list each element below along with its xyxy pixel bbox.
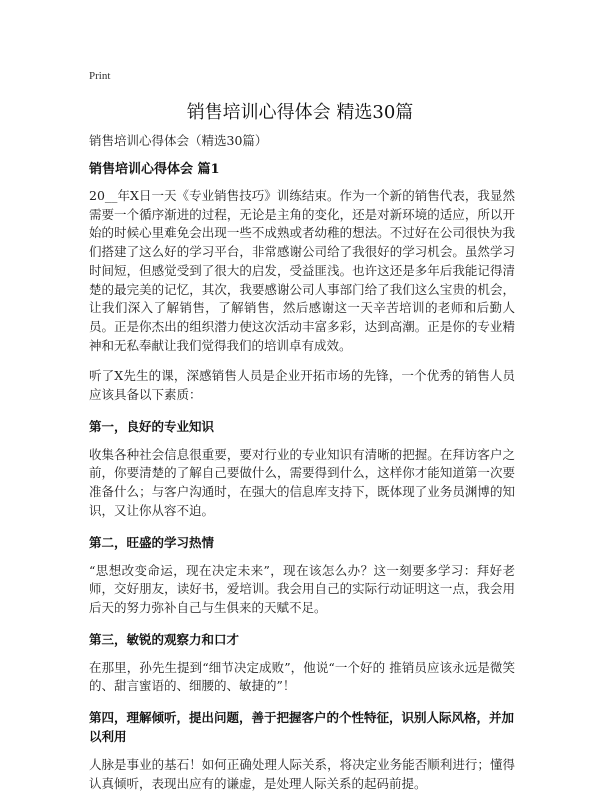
section-title: 销售培训心得体会 篇1 — [89, 162, 220, 177]
intro-paragraph: 20__年X日一天《专业销售技巧》训练结束。作为一个新的销售代表，我显然需要一个循序渐进的过程，无论是主角的变化，还是对新环境的适应，所以开始的时候心里难免会出现一些不成熟或者幼稚的想法。不过好在公司很快为我们搭建了这么好的学习平台，非常感谢公司给了我很好的学习机会。虽然学习时间短，但感觉受到了很大的启发，受益匪浅。也许这还是多年后我能记得清楚的最完美的记忆，其次，我要感谢公司人事部门给了我们这么宝贵的机会，让我们深入了解销售，了解销售，然后感谢这一天辛苦培训的老师和后勤人员。正是你杰出的组织潜力使这次活动丰富多彩，达到高潮。正是你的专业精神和无私奉献让我们觉得我们的培训卓有成效。 — [89, 188, 515, 353]
document-subtitle: 销售培训心得体会（精选30篇） — [89, 133, 268, 148]
page-title: 销售培训心得体会 精选30篇 — [186, 102, 414, 123]
section-heading: 第四，理解倾听，提出问题，善于把握客户的个性特征，识别人际风格，并加以利用 — [89, 710, 515, 745]
print-link[interactable]: Print — [89, 70, 111, 82]
section-heading: 第三，敏锐的观察力和口才 — [89, 631, 240, 647]
lead-paragraph: 听了X先生的课，深感销售人员是企业开拓市场的先锋，一个优秀的销售人员应该具备以下素质： — [89, 368, 515, 403]
section-heading: 第一，良好的专业知识 — [89, 418, 215, 434]
section-paragraph: 人脉是事业的基石！如何正确处理人际关系，将决定业务能否顺利进行；懂得认真倾听，表现出应有的谦虚，是处理人际关系的起码前提。 — [89, 757, 515, 791]
document-body — [89, 132, 515, 805]
section-heading: 第二，旺盛的学习热情 — [89, 534, 215, 550]
section-paragraph: “思想改变命运，现在决定未来”，现在该怎么办？这一刻要多学习：拜好老师，交好朋友，读好书，爱培训。我会用自己的实际行动证明这一点，我会用后天的努力弥补自己与生俱来的天赋不足。 — [89, 562, 515, 615]
section-paragraph: 在那里，孙先生提到“细节决定成败”，他说“一个好的 推销员应该永远是微笑的、甜言蜜语的、细腰的、敏捷的”！ — [89, 659, 515, 694]
section-paragraph: 收集各种社会信息很重要，要对行业的专业知识有清晰的把握。在拜访客户之前，你要清楚的了解自己要做什么，需要得到什么，这样你才能知道第一次要准备什么；与客户沟通时，在强大的信息库支持下，既体现了业务员渊博的知识，又让你从容不迫。 — [89, 446, 515, 518]
